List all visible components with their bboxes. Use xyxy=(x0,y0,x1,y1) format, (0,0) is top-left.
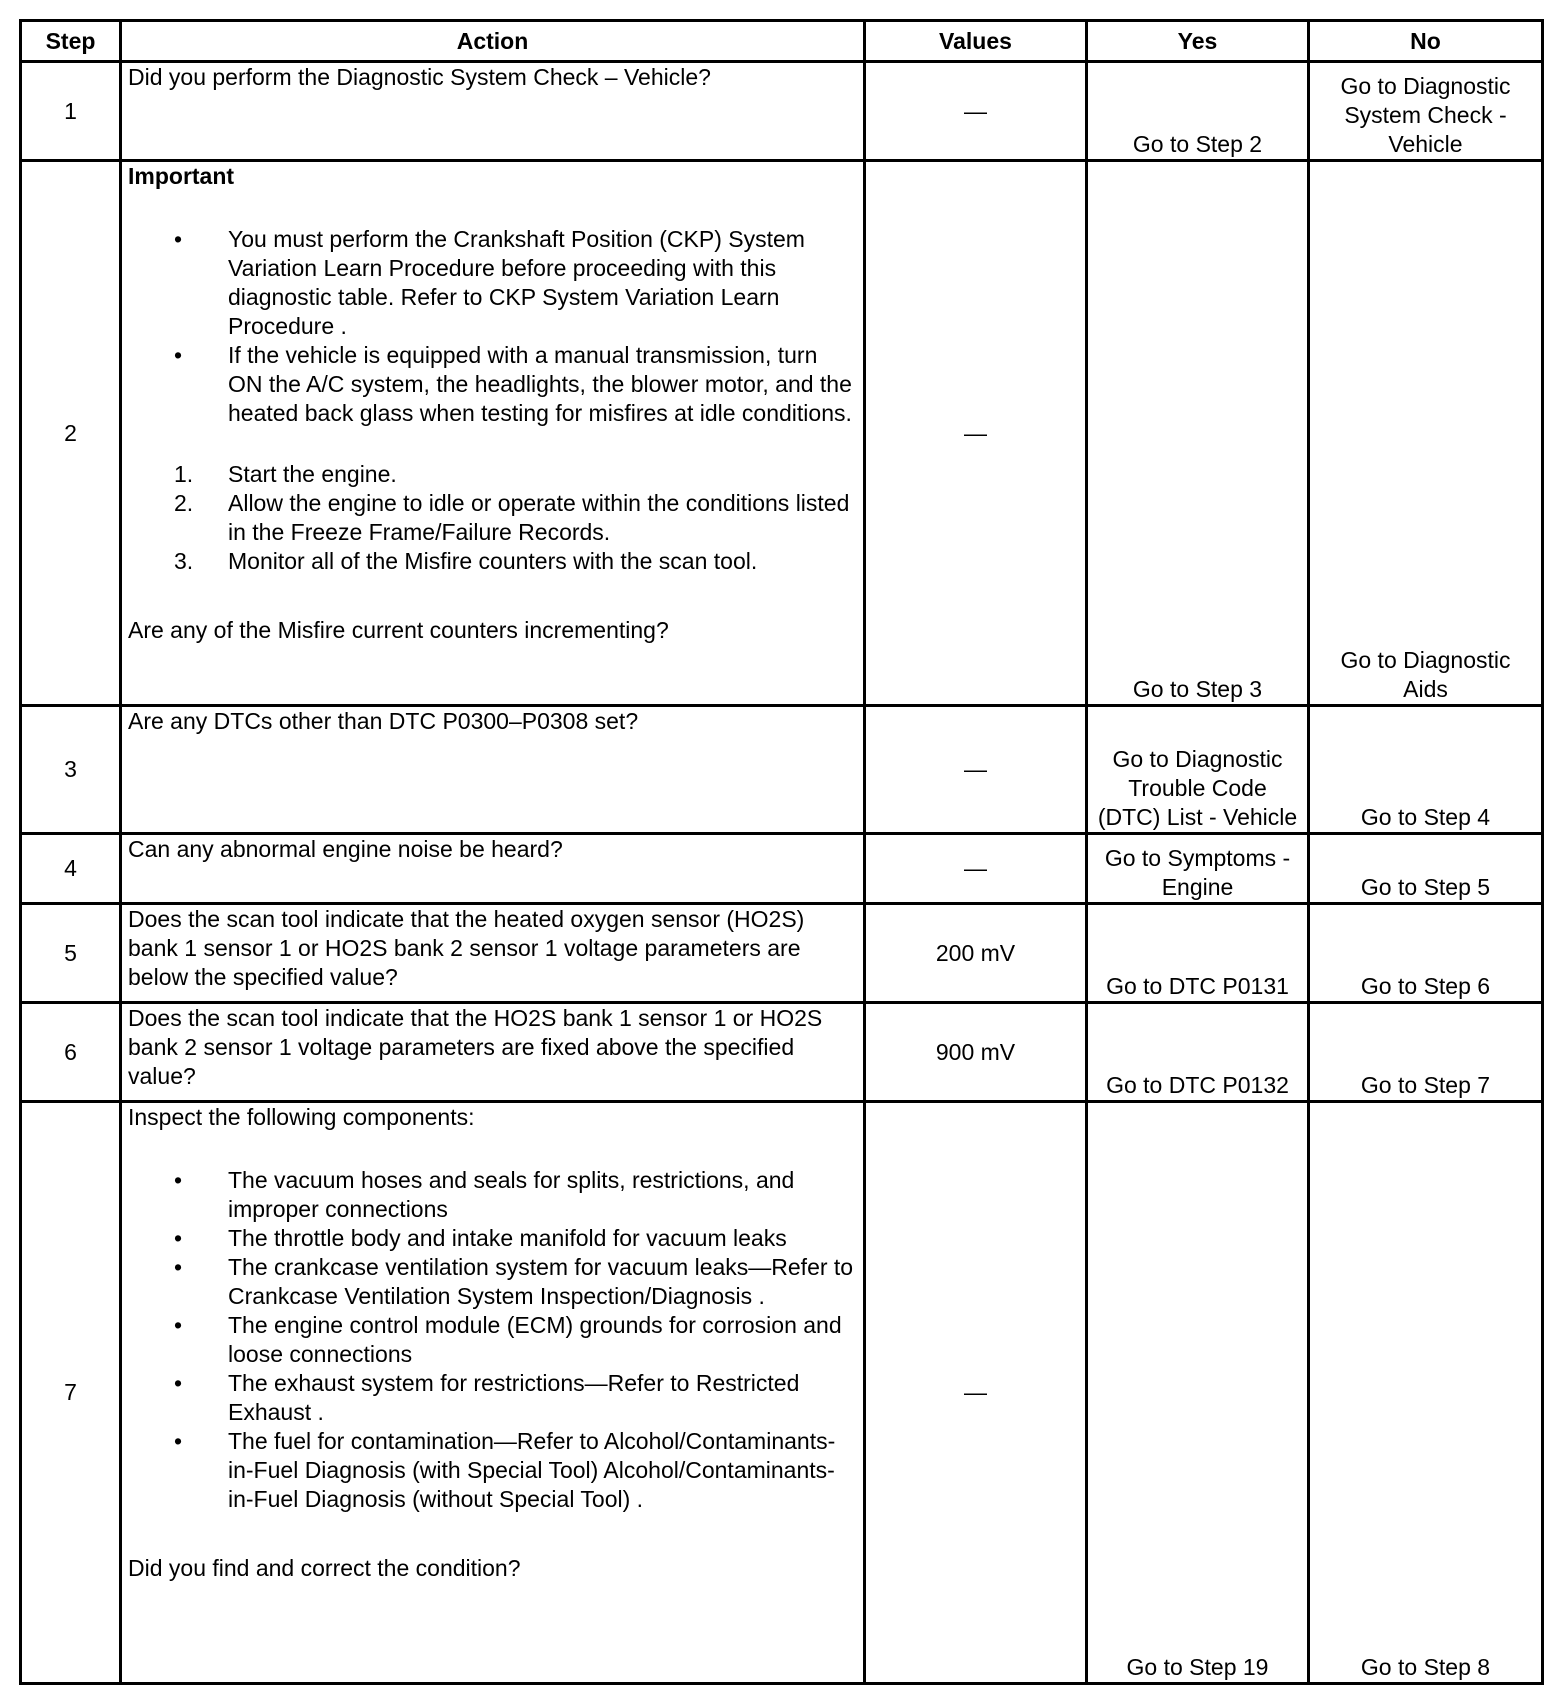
no-link[interactable]: Go to Step 6 xyxy=(1309,904,1543,1003)
no-link[interactable]: Go to Step 5 xyxy=(1309,834,1543,904)
list-item xyxy=(174,460,857,489)
list-text: Monitor all of the Misfire counters with the scan tool. xyxy=(228,548,758,574)
list-item: • The crankcase ventilation system for vacuum leaks—Refer to Crankcase Ventilation System Inspection/Diagnosis . xyxy=(228,1253,857,1311)
header-yes: Yes xyxy=(1087,21,1309,62)
table-row xyxy=(21,1102,1543,1684)
header-values: Values xyxy=(865,21,1087,62)
step-number: 3 xyxy=(21,706,121,834)
values-cell: — xyxy=(865,706,1087,834)
no-link[interactable]: Go to Step 8 xyxy=(1309,1102,1543,1684)
action-cell xyxy=(121,904,865,1003)
list-item xyxy=(174,489,857,547)
no-link[interactable]: Go to Step 7 xyxy=(1309,1003,1543,1102)
header-no: No xyxy=(1309,21,1543,62)
table-row xyxy=(21,904,1543,1003)
list-item: • The fuel for contamination—Refer to Alcohol/Contaminants-in-Fuel Diagnosis (with Special Tool) Alcohol/Contaminants-in-Fuel Diagnosis (without Special Tool) . xyxy=(228,1427,857,1514)
numbered-list xyxy=(128,460,857,576)
action-intro: Inspect the following components: xyxy=(128,1104,475,1130)
bullet-list xyxy=(128,225,857,428)
list-number: 3. xyxy=(174,548,194,574)
yes-link[interactable]: Go to Symptoms - Engine xyxy=(1087,834,1309,904)
action-question: Did you find and correct the condition? xyxy=(128,1555,521,1581)
list-text: Start the engine. xyxy=(228,461,397,487)
values-cell: 200 mV xyxy=(865,904,1087,1003)
step-number: 1 xyxy=(21,62,121,161)
list-item: • The engine control module (ECM) grounds for corrosion and loose connections xyxy=(228,1311,857,1369)
step-number: 4 xyxy=(21,834,121,904)
diagnostic-table xyxy=(19,19,1544,1685)
header-step: Step xyxy=(21,21,121,62)
list-item: • The exhaust system for restrictions—Refer to Restricted Exhaust . xyxy=(228,1369,857,1427)
list-text: Allow the engine to idle or operate within the conditions listed in the Freeze Frame/Failure Records. xyxy=(228,490,850,545)
important-label: Important xyxy=(128,163,235,189)
values-cell: — xyxy=(865,161,1087,706)
yes-link[interactable]: Go to Diagnostic Trouble Code (DTC) List - Vehicle xyxy=(1087,706,1309,834)
action-question: Are any of the Misfire current counters incrementing? xyxy=(128,617,669,643)
list-number: 1. xyxy=(174,461,194,487)
yes-link[interactable]: Go to Step 3 xyxy=(1087,161,1309,706)
values-cell: — xyxy=(865,62,1087,161)
bullet-list xyxy=(128,1166,857,1514)
action-cell xyxy=(121,161,865,706)
values-cell: 900 mV xyxy=(865,1003,1087,1102)
no-link[interactable]: Go to Diagnostic Aids xyxy=(1309,161,1543,706)
action-cell xyxy=(121,1003,865,1102)
action-cell xyxy=(121,1102,865,1684)
no-link[interactable]: Go to Step 4 xyxy=(1309,706,1543,834)
action-question: Does the scan tool indicate that the heated oxygen sensor (HO2S) bank 1 sensor 1 or HO2S bank 2 sensor 1 voltage parameters are below the specified value? xyxy=(128,906,805,990)
no-link[interactable]: Go to Diagnostic System Check - Vehicle xyxy=(1309,62,1543,161)
values-cell: — xyxy=(865,1102,1087,1684)
step-number: 6 xyxy=(21,1003,121,1102)
action-cell xyxy=(121,706,865,834)
yes-link[interactable]: Go to Step 19 xyxy=(1087,1102,1309,1684)
table-row xyxy=(21,706,1543,834)
yes-link[interactable]: Go to DTC P0132 xyxy=(1087,1003,1309,1102)
action-cell xyxy=(121,62,865,161)
action-question: Did you perform the Diagnostic System Check – Vehicle? xyxy=(128,64,711,90)
list-item: • You must perform the Crankshaft Position (CKP) System Variation Learn Procedure before proceeding with this diagnostic table. Refer to CKP System Variation Learn Procedure . xyxy=(228,225,857,341)
step-number: 5 xyxy=(21,904,121,1003)
list-number: 2. xyxy=(174,490,194,516)
list-item: • The vacuum hoses and seals for splits, restrictions, and improper connections xyxy=(228,1166,857,1224)
action-question: Are any DTCs other than DTC P0300–P0308 set? xyxy=(128,708,639,734)
step-number: 2 xyxy=(21,161,121,706)
list-item xyxy=(174,547,857,576)
list-item: • If the vehicle is equipped with a manual transmission, turn ON the A/C system, the headlights, the blower motor, and the heated back glass when testing for misfires at idle conditions. xyxy=(228,341,857,428)
table-row xyxy=(21,1003,1543,1102)
action-question: Can any abnormal engine noise be heard? xyxy=(128,836,563,862)
values-cell: — xyxy=(865,834,1087,904)
yes-link[interactable]: Go to Step 2 xyxy=(1087,62,1309,161)
table-row xyxy=(21,62,1543,161)
table-row xyxy=(21,161,1543,706)
header-action: Action xyxy=(121,21,865,62)
table-row xyxy=(21,834,1543,904)
action-cell xyxy=(121,834,865,904)
list-item: • The throttle body and intake manifold for vacuum leaks xyxy=(228,1224,857,1253)
yes-link[interactable]: Go to DTC P0131 xyxy=(1087,904,1309,1003)
action-question: Does the scan tool indicate that the HO2S bank 1 sensor 1 or HO2S bank 2 sensor 1 voltage parameters are fixed above the specified value? xyxy=(128,1005,823,1089)
header-row xyxy=(21,21,1543,62)
step-number: 7 xyxy=(21,1102,121,1684)
